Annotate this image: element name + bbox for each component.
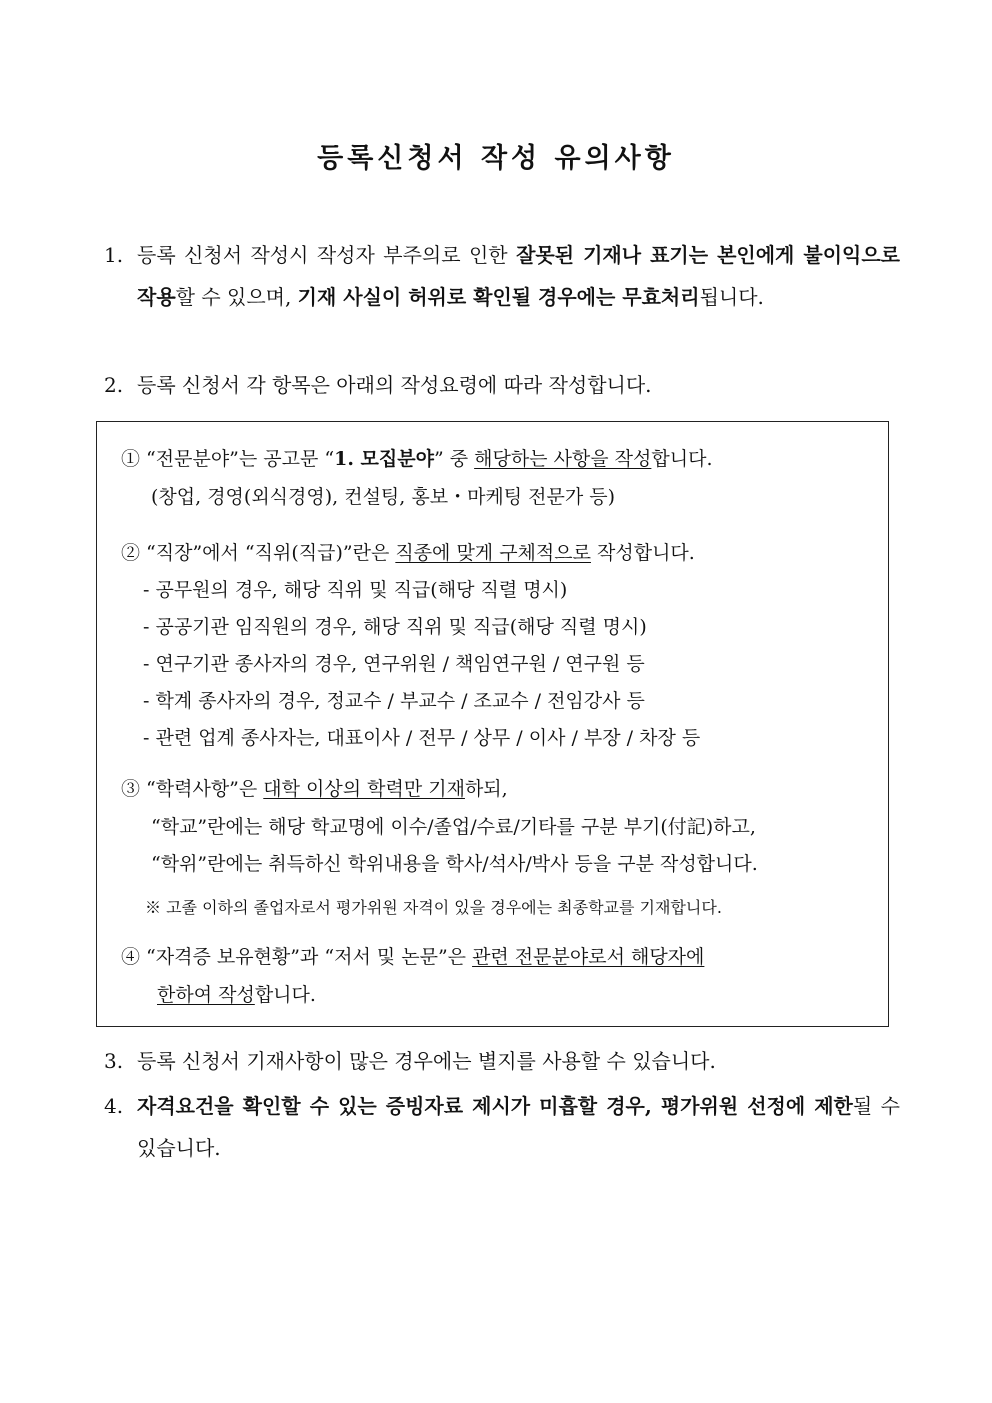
section-3-line: “학교”란에는 해당 학교명에 이수/졸업/수료/기타를 구분 부기(付記)하고, [151, 816, 756, 838]
section-1 [121, 444, 713, 471]
section-2-item: - 공무원의 경우, 해당 직위 및 직급(해당 직렬 명시) [143, 579, 568, 601]
section-4-line [157, 980, 316, 1007]
underlined-text: 해당하는 사항을 작성 [474, 448, 652, 470]
item-number: 3. [104, 1049, 124, 1073]
item-text: 됩니다. [699, 285, 764, 309]
underlined-text: 한하여 작성 [157, 984, 255, 1006]
page-title: 등록신청서 작성 유의사항 [317, 143, 675, 174]
section-2-item: - 연구기관 종사자의 경우, 연구위원 / 책임연구원 / 연구원 등 [143, 653, 645, 675]
item-text: 등록 신청서 작성시 작성자 부주의로 인한 [137, 243, 517, 267]
guideline-box [96, 421, 889, 1027]
item-number: 4. [104, 1094, 124, 1118]
section-text: ” 중 [433, 448, 475, 470]
underlined-text: 직종에 맞게 구체적으로 [395, 542, 591, 564]
section-2-item: - 공공기관 임직원의 경우, 해당 직위 및 직급(해당 직렬 명시) [143, 616, 647, 638]
item-number: 1. [104, 243, 124, 267]
section-text: ④ “자격증 보유현황”과 “저서 및 논문”은 [121, 946, 473, 968]
section-2-item: - 관련 업계 종사자는, 대표이사 / 전무 / 상무 / 이사 / 부장 / 차장 등 [143, 727, 701, 749]
underlined-text: 관련 전문분야로서 해당자에 [472, 946, 705, 968]
section-text: 하되, [464, 778, 508, 800]
item-bold-text: 기재 사실이 허위로 확인될 경우에는 무효처리 [297, 285, 700, 309]
item-text: 등록 신청서 각 항목은 아래의 작성요령에 따라 작성합니다. [137, 373, 652, 397]
section-bold-text: 1. 모집분야 [334, 448, 434, 470]
section-2-item: - 학계 종사자의 경우, 정교수 / 부교수 / 조교수 / 전임강사 등 [143, 690, 645, 712]
section-text: 합니다. [254, 984, 316, 1006]
section-1-sub: (창업, 경영(외식경영), 컨설팅, 홍보・마케팅 전문가 등) [151, 486, 616, 508]
item-text: 등록 신청서 기재사항이 많은 경우에는 별지를 사용할 수 있습니다. [137, 1049, 716, 1073]
section-4 [121, 942, 704, 969]
list-item-1 [104, 234, 900, 318]
underlined-text: 대학 이상의 학력만 기재 [263, 778, 465, 800]
section-text: ② “직장”에서 “직위(직급)”란은 [121, 542, 396, 564]
item-bold-text: 잘못된 기재나 표기는 본인에게 불이익으로 작용 [137, 243, 900, 309]
section-text: ① “전문분야”는 공고문 “ [121, 448, 335, 470]
item-bold-text: 자격요건을 확인할 수 있는 증빙자료 제시가 미흡할 경우, 평가위원 선정에 제한 [137, 1094, 853, 1118]
section-text: ③ “학력사항”은 [121, 778, 264, 800]
section-3-line: “학위”란에는 취득하신 학위내용을 학사/석사/박사 등을 구분 작성합니다. [151, 853, 758, 875]
list-item-3 [104, 1040, 900, 1082]
section-text: 합니다. [651, 448, 713, 470]
section-2 [121, 538, 695, 565]
section-3 [121, 774, 508, 801]
list-item-2 [104, 364, 900, 406]
item-text: 할 수 있으며, [175, 285, 298, 309]
item-text: 될 수 있습니다. [137, 1094, 900, 1160]
section-text: 작성합니다. [590, 542, 695, 564]
item-number: 2. [104, 373, 124, 397]
list-item-4 [104, 1085, 900, 1169]
section-3-note: ※ 고졸 이하의 졸업자로서 평가위원 자격이 있을 경우에는 최종학교를 기재합니다. [145, 898, 722, 917]
